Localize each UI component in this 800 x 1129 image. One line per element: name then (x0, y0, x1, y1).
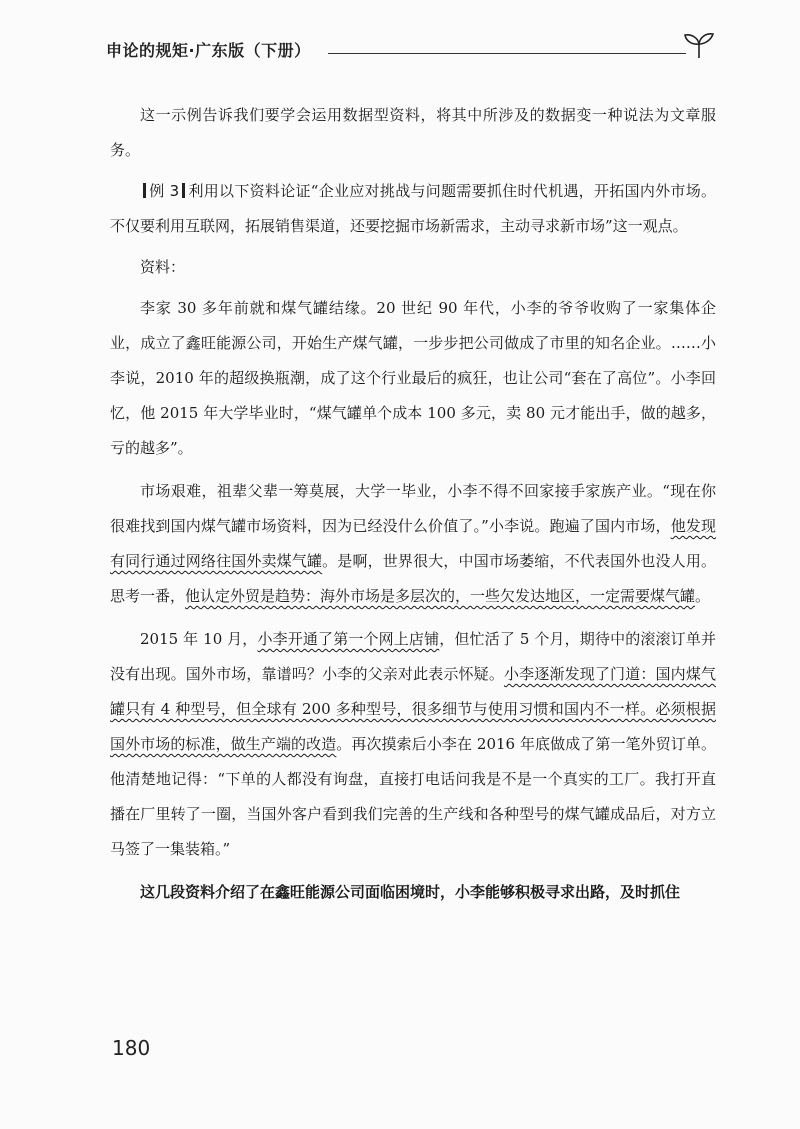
text-run: 。 (695, 587, 711, 605)
analysis-paragraph: 这几段资料介绍了在鑫旺能源公司面临困境时，小李能够积极寻求出路，及时抓住 (140, 883, 681, 901)
material-label: 资料： (140, 258, 186, 276)
underlined-phrase: 小李开通了第一个网上店铺 (257, 630, 440, 648)
page-number: 180 (112, 1036, 151, 1060)
example-bracket-left (143, 183, 146, 198)
page-header (106, 32, 716, 68)
material-paragraph-2 (110, 474, 716, 614)
text-run: ，但忙活了 5 个月，期待中的滚滚订单并没有出现。国外市场，靠谱吗？小李的父亲对此表示怀疑。 (110, 630, 716, 683)
running-title: 申论的规矩·广东版（下册） (106, 41, 311, 60)
example-label: 例 3 (149, 182, 180, 200)
intro-paragraph: 这一示例告诉我们要学会运用数据型资料，将其中所涉及的数据变一种说法为文章服务。 (110, 106, 716, 159)
material-paragraph-1: 李家 30 多年前就和煤气罐结缘。20 世纪 90 年代，小李的爷爷收购了一家集体企业，成立了鑫旺能源公司，开始生产煤气罐，一步步把公司做成了市里的知名企业。……小李说，2010 年的超级换瓶潮，成了这个行业最后的疯狂，也让公司“套在了高位”。小李回忆，他 2015 年大学毕业时，“煤气罐单个成本 100 多元，卖 80 元才能出手，做的越多，亏的越多”。 (110, 299, 716, 457)
header-rule (328, 53, 686, 54)
text-run: 市场艰难，祖辈父辈一筹莫展，大学一毕业，小李不得不回家接手家族产业。“现在你很难找到国内煤气罐市场资料，因为已经没什么价值了。”小李说。跑遍了国内市场， (110, 482, 716, 535)
sprout-icon (682, 32, 716, 60)
text-run: 2015 年 10 月， (140, 630, 258, 648)
page-body (110, 98, 716, 918)
example-text: 利用以下资料论证“企业应对挑战与问题需要抓住时代机遇，开拓国内外市场。不仅要利用互联网，拓展销售渠道，还要挖掘市场新需求，主动寻求新市场”这一观点。 (110, 182, 716, 235)
underlined-phrase: 他认定外贸是趋势：海外市场是多层次的，一些欠发达地区，一定需要煤气罐 (185, 587, 696, 605)
underlined-phrase: 他发现有同行通过网络往国外卖煤气罐 (110, 517, 716, 570)
text-run: 。再次摸索后小李在 2016 年底做成了第一笔外贸订单。他清楚地记得：“下单的人都没有询盘，直接打电话问我是不是一个真实的工厂。我打开直播在厂里转了一圈，当国外客户看到我们完善的生产线和各种型号的煤气罐成品后，对方立马签了一集装箱。” (110, 735, 716, 858)
example-paragraph (110, 174, 716, 244)
text-run: 。是啊，世界很大，中国市场萎缩，不代表国外也没人用。思考一番， (110, 552, 716, 605)
example-bracket-right (182, 183, 185, 198)
material-paragraph-3 (110, 622, 716, 867)
underlined-phrase: 小李逐渐发现了门道：国内煤气罐只有 4 种型号，但全球有 200 多种型号，很多细节与使用习惯和国内不一样。必须根据国外市场的标准，做生产端的改造 (110, 665, 716, 753)
